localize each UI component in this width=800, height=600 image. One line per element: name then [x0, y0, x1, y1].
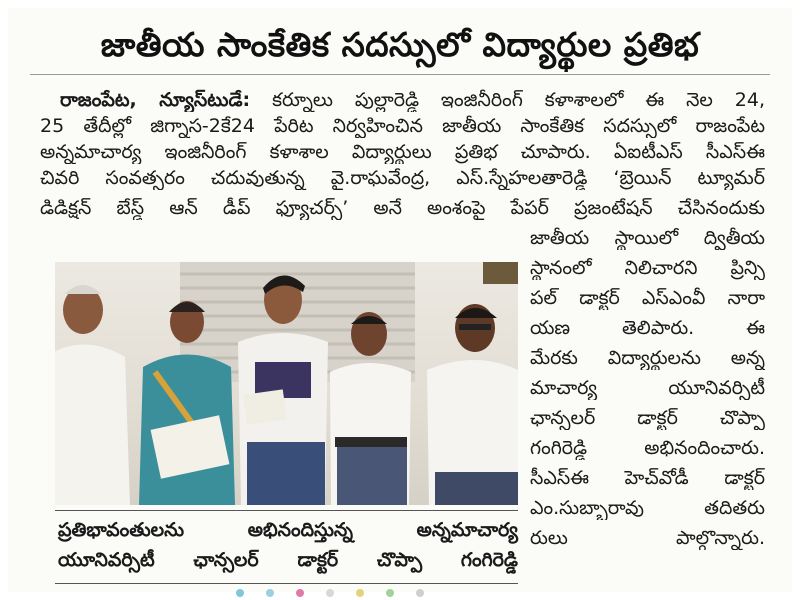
caption-rule [55, 510, 518, 511]
person-1 [55, 285, 130, 505]
column-line-3: పల్ డాక్టర్ ఎస్ఎంవీ నారా [530, 287, 765, 309]
news-photo [55, 262, 518, 505]
column-line-9: సీఎస్ఈ హెచ్‌వోడీ డాక్టర్ [530, 467, 765, 489]
body-line-1 [60, 88, 765, 112]
body-line-4: చివరి సంవత్సరం చదువుతున్న వై.రాఘవేంద్ర, ఎస్.స్నేహలతారెడ్డి ‘బ్రెయిన్ ట్యూమర్ [40, 167, 765, 189]
color-registration-marks [230, 589, 530, 597]
caption-bottom-rule [55, 583, 518, 584]
column-line-6: మాచార్య యూనివర్సిటీ [530, 377, 765, 399]
column-line-2: స్థానంలో నిలిచారని ప్రిన్సి [530, 257, 765, 279]
person-5 [427, 304, 518, 505]
body-line-5: డిడిక్షన్ బేస్డ్ ఆన్ డీప్ ఫ్యూచర్స్’ అనే అంశంపై పేపర్ ప్రజంటేషన్ చేసినందుకు [40, 197, 765, 219]
column-line-1: జాతీయ స్థాయిలో ద్వితీయ [530, 227, 765, 249]
column-line-4: యణ తెలిపారు. ఈ [530, 317, 765, 339]
headline: జాతీయ సాంకేతిక సదస్సులో విద్యార్థుల ప్రతిభ [100, 25, 700, 64]
caption-line-2: యూనివర్సిటీ ఛాన్సలర్ డాక్టర్ చొప్పా గంగిరెడ్డి [58, 549, 518, 571]
body-line-3: అన్నమాచార్య ఇంజినీరింగ్ కళాశాల విద్యార్థులు ప్రతిభ చూపారు. ఏఐటీఎస్ సీఎస్ఈ [40, 141, 765, 163]
column-line-10: ఎం.సుబ్బారావు తదితరు [530, 497, 765, 519]
column-line-5: మేరకు విద్యార్థులను అన్న [530, 347, 765, 369]
body-line-1-text: కర్నూలు పుల్లారెడ్డి ఇంజినీరింగ్ కళాశాలలో ఈ నెల 24, [272, 89, 765, 111]
headline-rule [30, 74, 770, 75]
body-line-2: 25 తేదీల్లో జిగ్నాస-2కే24 పేరిట నిర్వహించిన జాతీయ సాంకేతిక సదస్సులో రాజంపేట [40, 115, 765, 137]
column-line-8: గంగిరెడ్డి అభినందించారు. [530, 437, 765, 459]
caption-line-1: ప్రతిభావంతులను అభినందిస్తున్న అన్నమాచార్య [58, 519, 518, 541]
column-line-11: రులు పాల్గొన్నారు. [530, 527, 765, 549]
dateline: రాజంపేట, న్యూస్‌టుడే: [60, 89, 251, 111]
column-line-7: ఛాన్సలర్ డాక్టర్ చొప్పా [530, 407, 765, 429]
